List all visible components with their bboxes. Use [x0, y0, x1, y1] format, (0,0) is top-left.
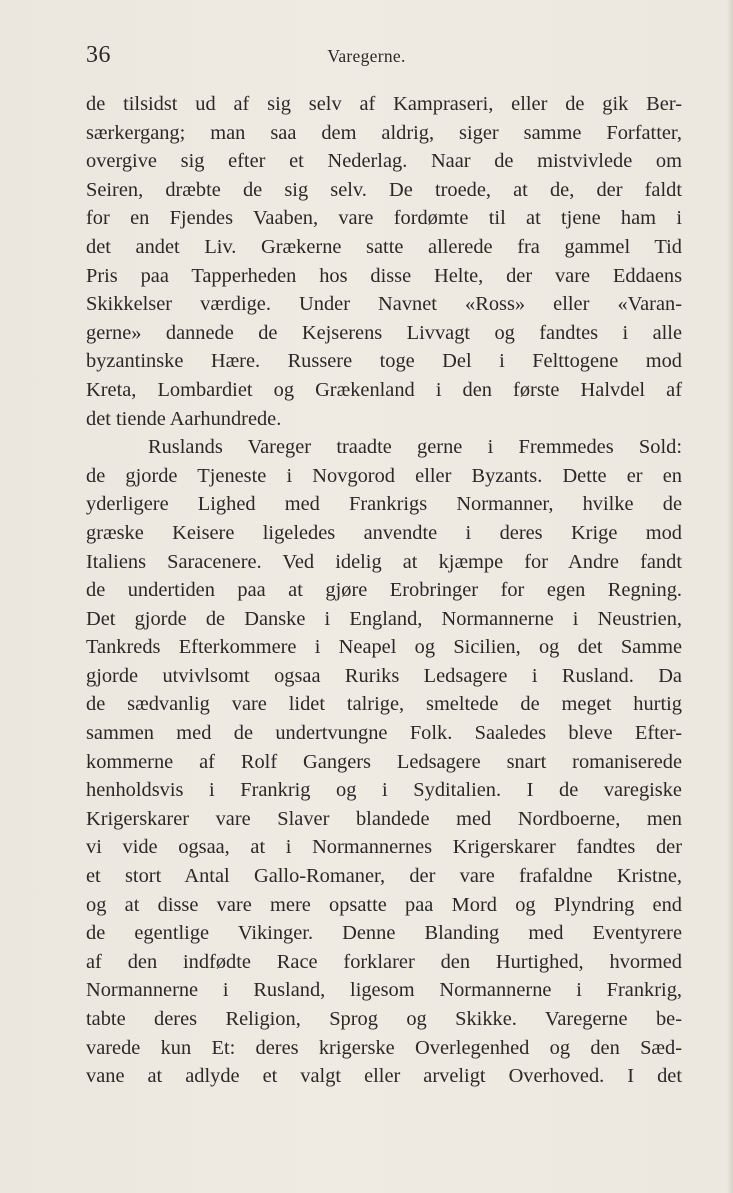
text-line: Italiens Saracenere. Ved idelig at kjæmpe for Andre fandt	[86, 550, 682, 573]
text-line: tabte deres Religion, Sprog og Skikke. Varegerne be-	[86, 1008, 682, 1030]
text-line: for en Fjendes Vaaben, vare fordømte til at tjene ham i	[86, 207, 682, 230]
text-line: de gjorde Tjeneste i Novgorod eller Byzants. Dette er en	[86, 464, 682, 487]
page-number: 36	[86, 42, 111, 68]
text-line: sammen med de undertvungne Folk. Saaledes bleve Efter-	[86, 722, 682, 745]
text-line: og at disse vare mere opsatte paa Mord og Plyndring end	[86, 893, 682, 916]
running-title: Varegerne.	[327, 46, 406, 66]
text-line: de egentlige Vikinger. Denne Blanding med Eventyrere	[86, 922, 682, 945]
text-line: varede kun Et: deres krigerske Overlegenhed og den Sæd-	[86, 1036, 682, 1059]
text-line: af den indfødte Race forklarer den Hurtighed, hvormed	[86, 950, 682, 973]
text-line: Krigerskarer vare Slaver blandede med Nordboerne, men	[86, 807, 682, 830]
paragraph-end-line: det tiende Aarhundrede.	[86, 407, 282, 430]
paragraph-start-line: Ruslands Vareger traadte gerne i Fremmedes Sold:	[148, 436, 682, 459]
text-line: Skikkelser værdige. Under Navnet «Ross» eller «Varan-	[86, 293, 682, 316]
text-line: gjorde utvivlsomt ogsaa Ruriks Ledsagere i Rusland. Da	[86, 664, 682, 687]
text-line: vi vide ogsaa, at i Normannernes Krigerskarer fandtes der	[86, 836, 682, 859]
text-line: Pris paa Tapperheden hos disse Helte, der vare Eddaens	[86, 264, 682, 287]
text-line: de tilsidst ud af sig selv af Kampraseri, eller de gik Ber-	[86, 93, 682, 115]
text-line: gerne» dannede de Kejserens Livvagt og fandtes i alle	[86, 321, 682, 344]
text-line: overgive sig efter et Nederlag. Naar de mistvivlede om	[86, 150, 682, 173]
text-line: vane at adlyde et valgt eller arveligt Overhoved. I det	[86, 1065, 682, 1088]
text-line: det andet Liv. Grækerne satte allerede fra gammel Tid	[86, 235, 682, 258]
text-line: et stort Antal Gallo-Romaner, der vare frafaldne Kristne,	[86, 865, 682, 888]
text-line: særkergang; man saa dem aldrig, siger samme Forfatter,	[86, 121, 682, 144]
text-line: Tankreds Efterkommere i Neapel og Sicilien, og det Samme	[86, 636, 682, 659]
text-line: kommerne af Rolf Gangers Ledsagere snart romaniserede	[86, 750, 682, 773]
text-line: græske Keisere ligeledes anvendte i deres Krige mod	[86, 521, 682, 544]
body-text	[86, 90, 682, 1091]
text-line: de undertiden paa at gjøre Erobringer for egen Regning.	[86, 579, 682, 602]
page-edge-shadow	[727, 0, 733, 1193]
text-line: Seiren, dræbte de sig selv. De troede, at de, der faldt	[86, 178, 682, 201]
text-line: Kreta, Lombardiet og Grækenland i den første Halvdel af	[86, 378, 682, 401]
text-line: de sædvanlig vare lidet talrige, smeltede de meget hurtig	[86, 693, 682, 716]
text-line: yderligere Lighed med Frankrigs Normanner, hvilke de	[86, 493, 682, 516]
text-line: Det gjorde de Danske i England, Normannerne i Neustrien,	[86, 607, 682, 630]
text-line: Normannerne i Rusland, ligesom Normannerne i Frankrig,	[86, 979, 682, 1002]
text-line: byzantinske Hære. Russere toge Del i Felttogene mod	[86, 350, 682, 373]
text-line: henholdsvis i Frankrig og i Syditalien. I de varegiske	[86, 779, 682, 802]
